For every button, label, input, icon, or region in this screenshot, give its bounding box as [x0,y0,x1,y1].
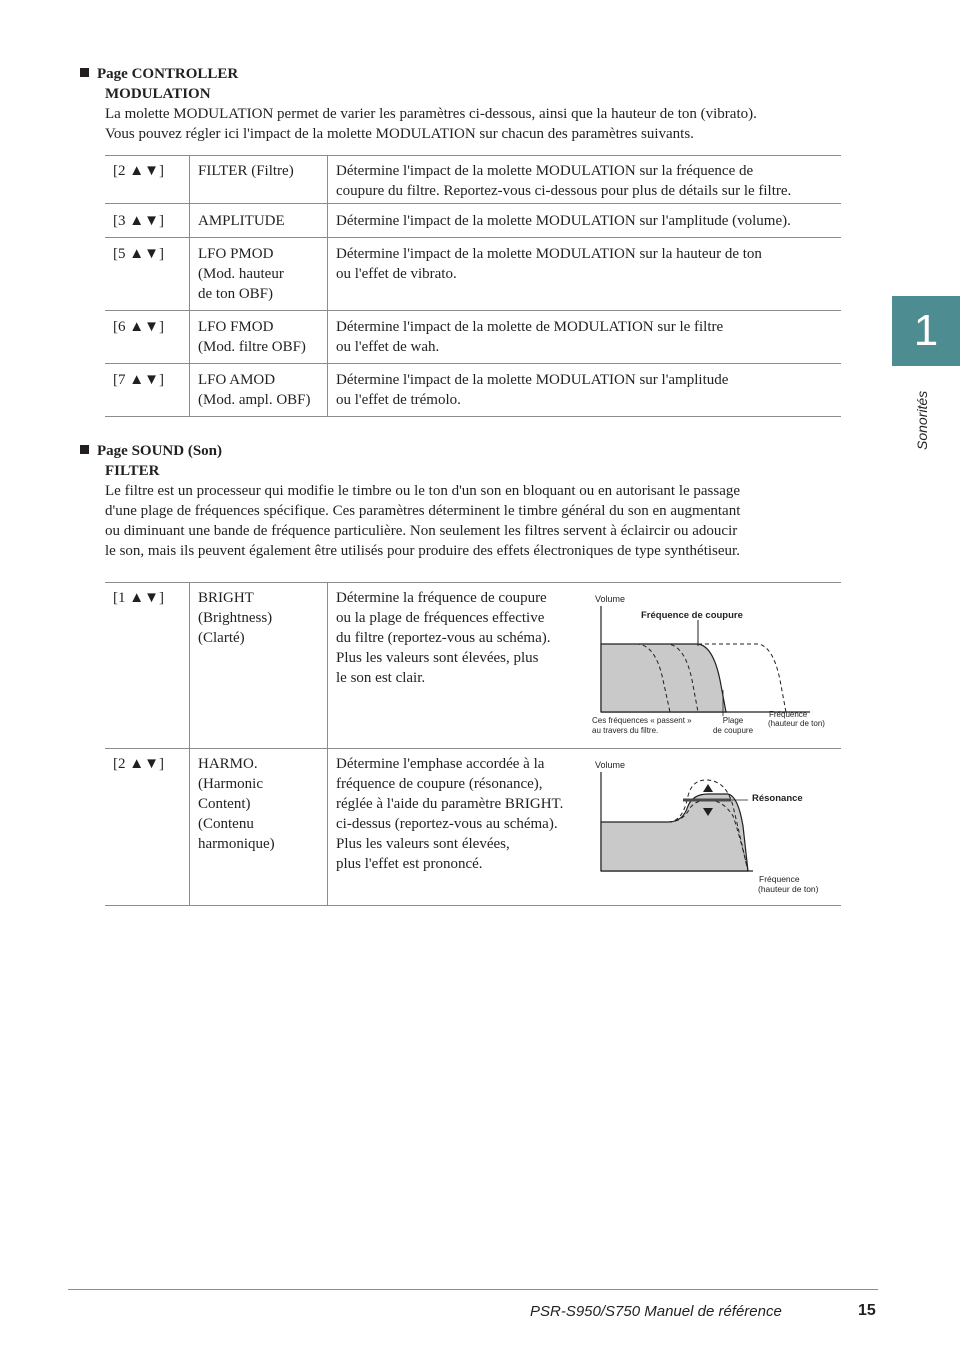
chapter-tab: 1 [892,296,960,366]
param-desc [328,364,842,417]
param-name-line: BRIGHT [198,590,254,606]
section-title-text: Page SOUND (Son) [97,443,223,459]
range-label: Plage de coupure [712,716,754,735]
param-name-line: LFO FMOD [198,319,274,335]
desc-line: fréquence de coupure (résonance), [336,776,543,792]
param-knob: [3 ▲▼] [105,204,190,238]
param-desc [328,311,842,364]
resonance-diagram [588,756,838,898]
resonance-area [601,794,748,871]
section-title-text: Page CONTROLLER [97,66,239,82]
param-knob: [7 ▲▼] [105,364,190,417]
desc-line: du filtre (reportez-vous au schéma). [336,630,551,646]
param-name [190,364,328,417]
desc-line: Plus les valeurs sont élevées, [336,836,510,852]
table-row [105,204,841,238]
footer-title: PSR-S950/S750 Manuel de référence [530,1303,782,1320]
param-name-line: HARMO. [198,756,258,772]
subsection-title-filter: FILTER [105,463,160,479]
table-row [105,156,841,204]
desc-line: plus l'effet est prononcé. [336,856,483,872]
desc-line: ci-dessus (reportez-vous au schéma). [336,816,558,832]
modulation-intro [105,104,835,144]
param-name-line: (Mod. ampl. OBF) [198,392,311,408]
param-name-line: (Mod. hauteur [198,266,284,282]
desc-line: Détermine la fréquence de coupure [336,590,547,606]
param-name-line: (Mod. filtre OBF) [198,339,306,355]
desc-line: Détermine l'impact de la molette MODULATION sur la fréquence de [336,163,754,179]
param-desc [328,238,842,311]
chapter-label: Sonorités [914,390,930,450]
intro-line: La molette MODULATION permet de varier les paramètres ci-dessous, ainsi que la hauteur de ton (vibrato). [105,106,757,122]
intro-line: le son, mais ils peuvent également être utilisés pour produire des effets électroniques de type synthétiseur. [105,543,740,559]
param-knob: [6 ▲▼] [105,311,190,364]
param-name [190,238,328,311]
param-knob: [2 ▲▼] [105,156,190,204]
param-name-line: (Brightness) [198,610,273,626]
param-name [190,749,328,906]
pass-label: Ces fréquences « passent » au travers du filtre. [592,716,692,735]
desc-line: ou la plage de fréquences effective [336,610,545,626]
param-desc [328,156,842,204]
intro-line: ou diminuant une bande de fréquence particulière. Non seulement les filtres servent à éclaircir ou adoucir [105,523,738,539]
desc-line: Détermine l'impact de la molette MODULATION sur l'amplitude (volume). [336,213,791,229]
param-name-line: (Clarté) [198,630,245,646]
diagram-volume-label: Volume [595,594,626,604]
desc-line: Détermine l'impact de la molette MODULATION sur la hauteur de ton [336,246,762,262]
desc-line: coupure du filtre. Reportez-vous ci-dessous pour plus de détails sur le filtre. [336,183,792,199]
param-name-line: (Contenu [198,816,254,832]
param-name-line: harmonique) [198,836,275,852]
param-knob: [2 ▲▼] [105,749,190,906]
section-title-sound [80,441,222,461]
table-row [105,311,841,364]
param-knob: [5 ▲▼] [105,238,190,311]
filter-intro [105,481,835,561]
cutoff-frequency-diagram [588,590,838,740]
desc-line: Détermine l'impact de la molette MODULATION sur l'amplitude [336,372,729,388]
param-name-line: Content) [198,796,251,812]
intro-line: d'une plage de fréquences spécifique. Ces paramètres déterminent le timbre général du son en augmentant [105,503,741,519]
param-knob: [1 ▲▼] [105,583,190,749]
desc-line: Plus les valeurs sont élevées, plus [336,650,539,666]
table-row [105,238,841,311]
param-name-line: LFO AMOD [198,372,276,388]
param-name [190,583,328,749]
param-name-line: (Harmonic [198,776,263,792]
intro-line: Vous pouvez régler ici l'impact de la molette MODULATION sur chacun des paramètres suivants. [105,126,694,142]
square-bullet-icon [80,68,89,77]
frequency-label: Fréquence (hauteur de ton) [758,874,819,894]
param-name-line: FILTER (Filtre) [198,163,294,179]
desc-line: le son est clair. [336,670,426,686]
controller-params-table [105,155,841,417]
param-name [190,156,328,204]
section-title-controller [80,64,238,84]
desc-line: Détermine l'emphase accordée à la [336,756,545,772]
desc-line: ou l'effet de trémolo. [336,392,461,408]
table-row [105,364,841,417]
square-bullet-icon [80,445,89,454]
param-name [190,311,328,364]
desc-line: Détermine l'impact de la molette de MODULATION sur le filtre [336,319,724,335]
desc-line: ou l'effet de wah. [336,339,440,355]
subsection-title-modulation: MODULATION [105,86,211,102]
param-name [190,204,328,238]
diagram-volume-label: Volume [595,760,626,770]
param-desc [328,204,842,238]
param-name-line: LFO PMOD [198,246,274,262]
cutoff-label: Fréquence de coupure [641,610,743,621]
intro-line: Le filtre est un processeur qui modifie le timbre ou le ton d'un son en bloquant ou en autorisant le passage [105,483,741,499]
param-name-line: AMPLITUDE [198,213,285,229]
desc-line: réglée à l'aide du paramètre BRIGHT. [336,796,564,812]
resonance-label: Résonance [752,793,803,804]
page-number: 15 [858,1302,876,1319]
passband-area [601,644,726,712]
frequency-label: Fréquence (hauteur de ton) [768,710,825,728]
desc-line: ou l'effet de vibrato. [336,266,457,282]
param-name-line: de ton OBF) [198,286,273,302]
footer-divider [68,1289,878,1290]
